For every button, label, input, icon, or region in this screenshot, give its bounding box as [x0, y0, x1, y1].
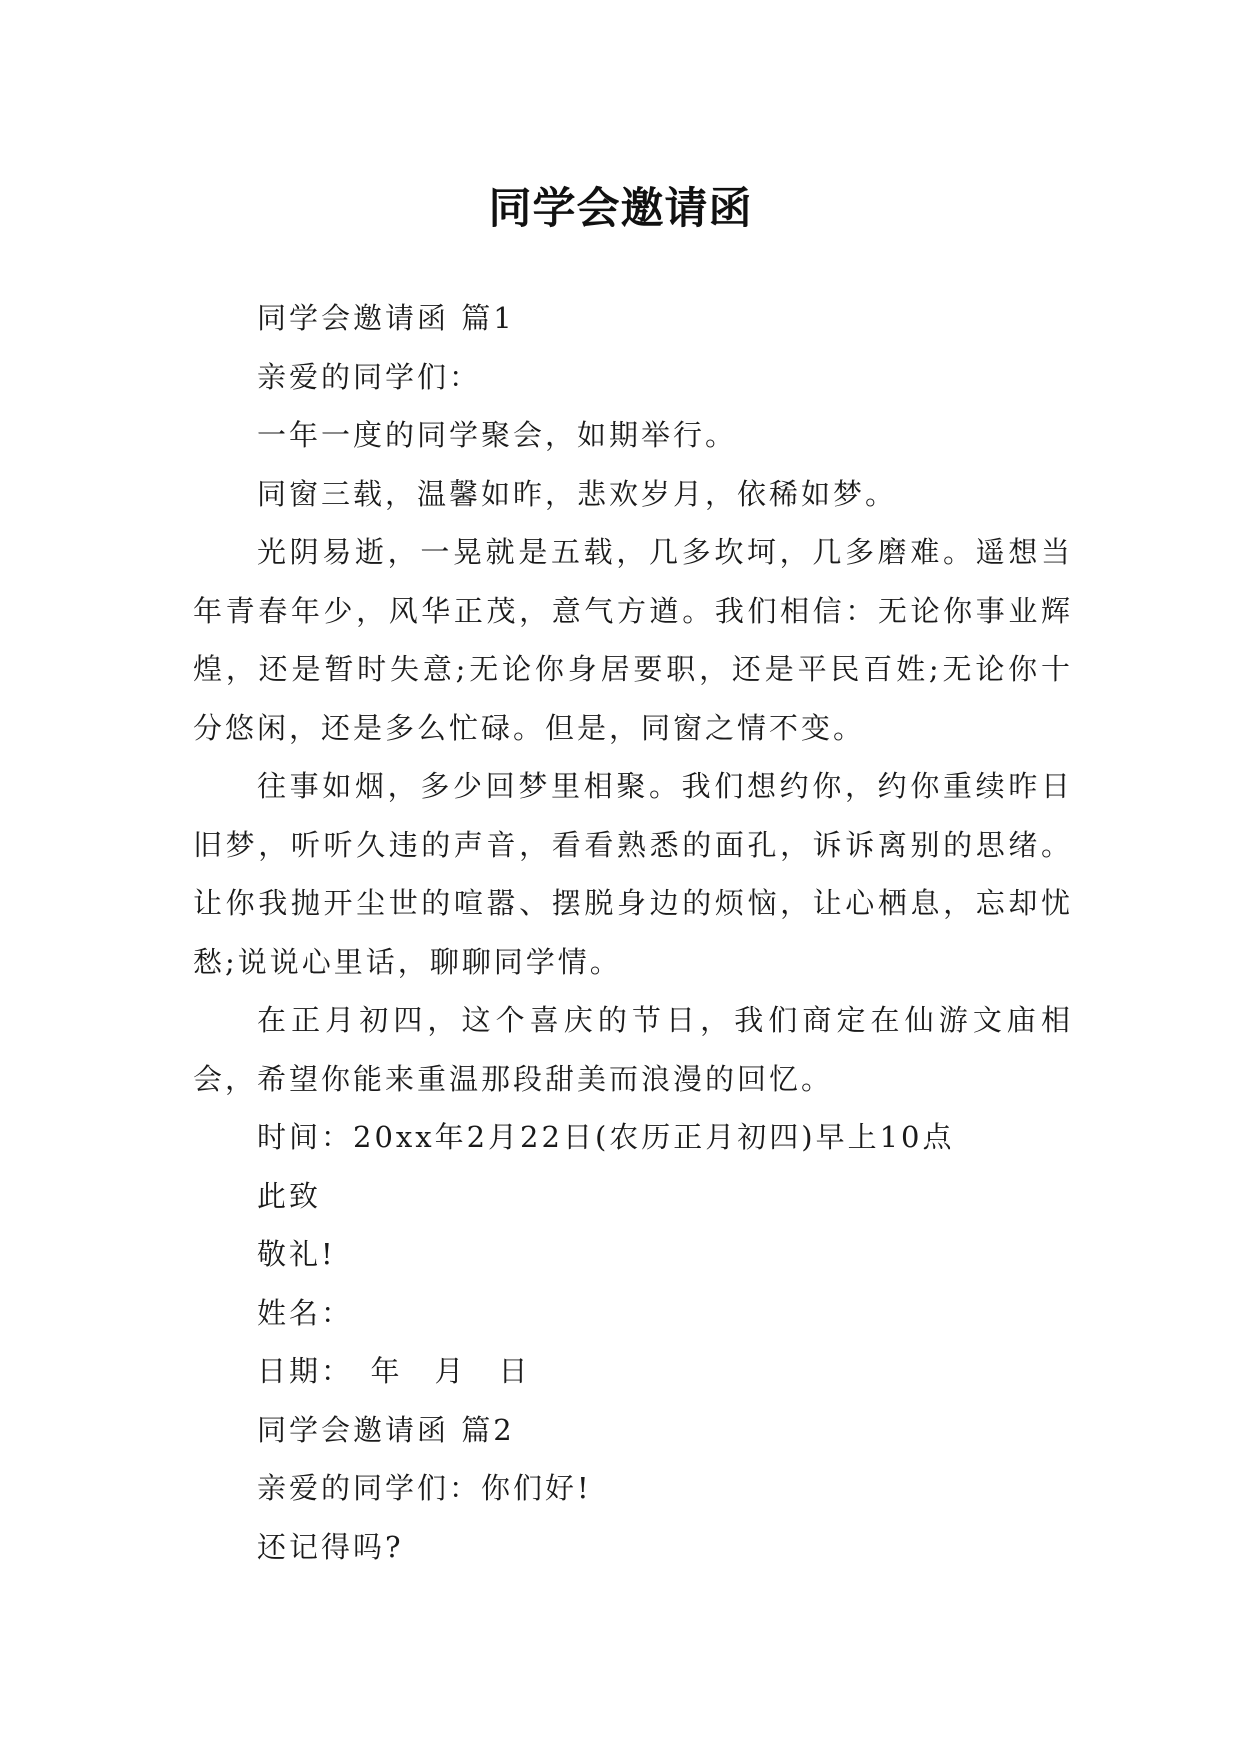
section-heading-2: 同学会邀请函 篇2	[257, 1412, 515, 1447]
paragraph: 光阴易逝，一晃就是五载，几多坎坷，几多磨难。遥想当年青春年少，风华正茂，意气方遒。我们相信：无论你事业辉煌，还是暂时失意;无论你身居要职，还是平民百姓;无论你十分悠闲，还是多么忙碌。但是，同窗之情不变。	[193, 535, 1073, 745]
document-title: 同学会邀请函	[488, 183, 753, 234]
salutation: 亲爱的同学们：	[257, 359, 482, 394]
closing-regards: 敬礼!	[257, 1237, 336, 1271]
paragraph: 往事如烟，多少回梦里相聚。我们想约你，约你重续昨日旧梦，听听久违的声音，看看熟悉的面孔，诉诉离别的思绪。让你我抛开尘世的喧嚣、摆脱身边的烦恼，让心栖息，忘却忧愁;说说心里话，聊聊同学情。	[193, 769, 1073, 979]
signature-date: 日期： 年 月 日	[257, 1354, 531, 1388]
signature-name: 姓名：	[257, 1295, 354, 1330]
paragraph: 同窗三载，温馨如昨，悲欢岁月，依稀如梦。	[257, 476, 898, 511]
salutation: 亲爱的同学们：你们好!	[257, 1471, 592, 1505]
paragraph: 还记得吗?	[257, 1529, 404, 1564]
document-body	[193, 289, 1073, 1576]
section-heading-1: 同学会邀请函 篇1	[257, 301, 515, 335]
closing-line: 此致	[257, 1178, 322, 1213]
paragraph: 一年一度的同学聚会，如期举行。	[257, 418, 738, 452]
event-time: 时间：20xx年2月22日(农历正月初四)早上10点	[257, 1120, 955, 1154]
paragraph: 在正月初四，这个喜庆的节日，我们商定在仙游文庙相会，希望你能来重温那段甜美而浪漫的回忆。	[193, 1003, 1073, 1096]
